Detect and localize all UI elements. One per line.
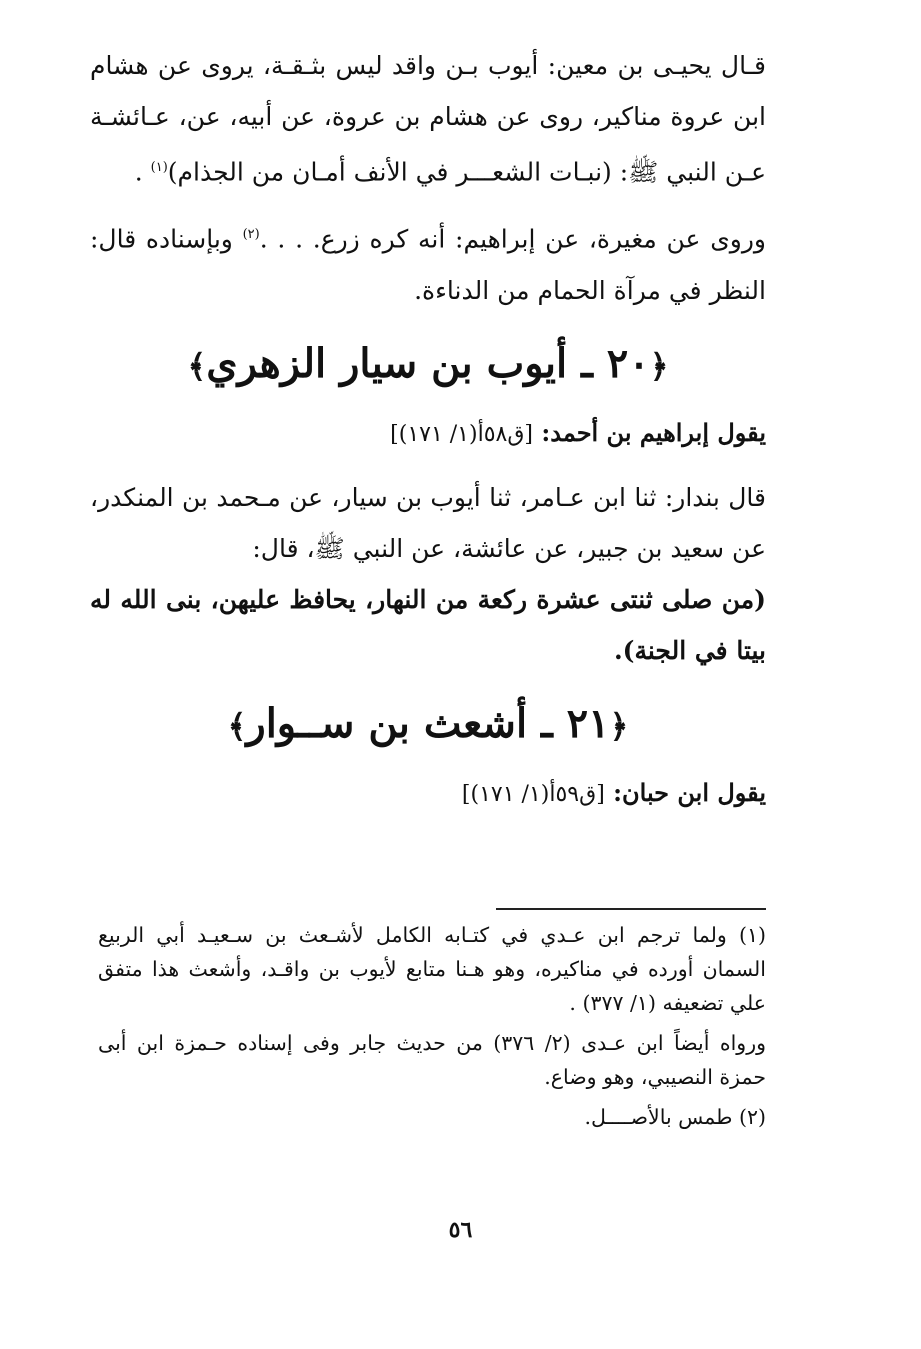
- ornament-open-icon: ﴿: [609, 706, 629, 745]
- footnote-1-continued: ورواه أيضاً ابن عـدى (٢/ ٣٧٦) من حديث جابر وفى إسناده حـمزة ابن أبى حمزة النصيبي، وهو وضاع.: [98, 1031, 766, 1089]
- footnote-2: (٢) طمس بالأصــــل.: [584, 1105, 766, 1129]
- paragraph-mughira-text: وروى عن مغيرة، عن إبراهيم: أنه كره زرع. . . .: [259, 224, 766, 254]
- paragraph-yahya: [90, 40, 766, 197]
- paragraph-mughira: [90, 209, 766, 315]
- section-21-title: ٢١ ـ أشعث بن ســوار: [246, 699, 610, 747]
- footnote-divider: [496, 908, 766, 910]
- footnote-ref-2: (٢): [242, 227, 260, 243]
- section-20-intro-label: يقول إبراهيم بن أحمد:: [541, 417, 766, 447]
- ornament-close-icon: ﴾: [187, 346, 207, 385]
- paragraph-yahya-end: .: [134, 157, 151, 187]
- footnote-1: (١) ولما ترجم ابن عـدي في كتـابه الكامل لأشـعث بن سـعيـد أبي الربيع السمان أورده في مناكيره، وهو هـنا متابع لأيوب بن واقـد، وأشعث هذا متفق علي تضعيفه (١/ ٣٧٧) .: [98, 923, 766, 1015]
- section-21-intro-label: يقول ابن حبان:: [613, 777, 766, 807]
- ornament-open-icon: ﴿: [649, 346, 669, 385]
- section-21-heading: [90, 694, 766, 756]
- section-20-title: ٢٠ ـ أيوب بن سيار الزهري: [206, 339, 650, 387]
- section-20-intro-ref: [ق٥٨أ(١/ ١٧١)]: [390, 421, 533, 447]
- page-body: [90, 40, 766, 832]
- section-21-intro-ref: [ق٥٩أ(١/ ١٧١)]: [461, 781, 605, 807]
- page-number: ٥٦: [448, 1217, 473, 1243]
- ornament-close-icon: ﴾: [227, 706, 247, 745]
- paragraph-yahya-text: قـال يحيـى بن معين: أيوب بـن واقد ليس بثـقـة، يروى عن هشام ابن عروة مناكير، روى عن هشام بن عروة، عن أبيه، عن، عـائشـة عـن النبي ﷺ: (نبـات الشعـــر في الأنف أمـان من الجذام): [90, 51, 766, 187]
- section-21-intro: [90, 770, 766, 818]
- section-20-body: قال بندار: ثنا ابن عـامر، ثنا أيوب بن سيار، عن مـحمد بن المنكدر، عن سعيد بن جبير، عن عائشة، عن النبي ﷺ، قال:: [90, 482, 766, 563]
- footnote-ref-1: (١): [150, 160, 168, 175]
- footnotes: [98, 918, 766, 1140]
- section-20-intro: [90, 410, 766, 458]
- paragraph-mughira-end: وبإسناده قال: النظر في مرآة الحمام من الدناءة.: [90, 224, 766, 305]
- section-20-hadith: (من صلى ثنتى عشرة ركعة من النهار، يحافظ عليهن، بنى الله له بيتا في الجنة).: [90, 584, 766, 665]
- section-20-heading: [90, 334, 766, 396]
